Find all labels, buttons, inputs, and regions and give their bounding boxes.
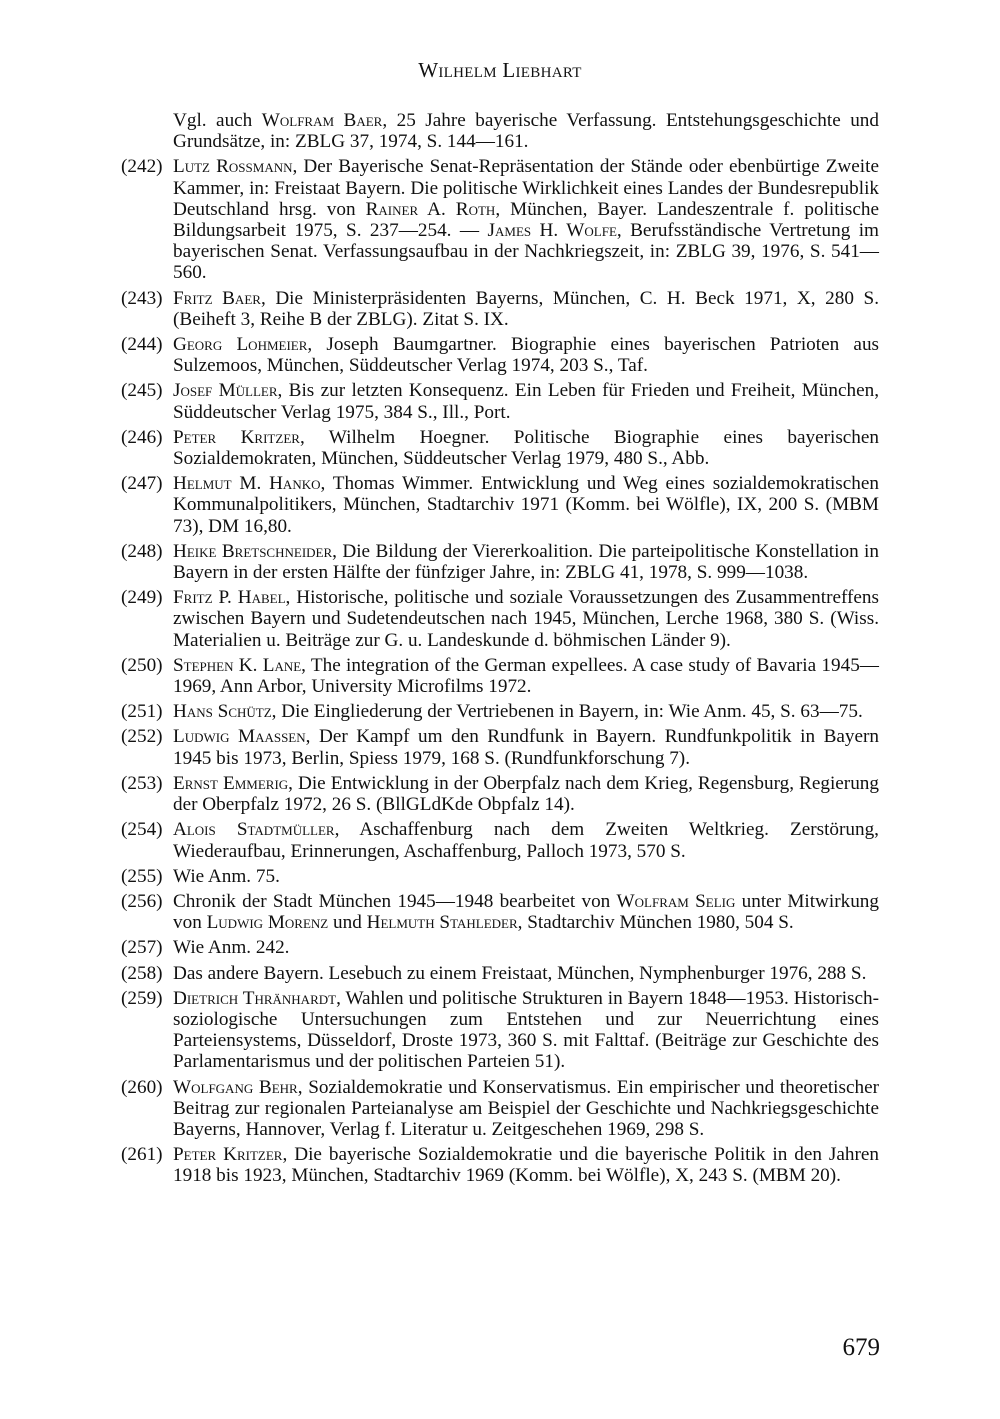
footnote-item — [121, 963, 879, 984]
footnote-number: (251) — [121, 701, 163, 723]
footnote-number: (258) — [121, 962, 163, 984]
footnote-text — [173, 1077, 879, 1140]
citation-text: , Die Eingliederung der Vertriebenen in Bayern, in: Wie Anm. 45, S. 63—75. — [271, 701, 863, 723]
author-name: Stephen K. Lane — [173, 654, 302, 676]
author-name: Wolfram Selig — [616, 890, 736, 912]
footnote-number: (246) — [121, 426, 163, 448]
footnote-item — [121, 334, 879, 376]
author-name: Lutz Rossmann — [173, 156, 293, 178]
footnote-number: (247) — [121, 473, 163, 495]
author-name: Dietrich Thränhardt — [173, 987, 337, 1009]
citation-text: , Der Kampf um den Rundfunk in Bayern. Rundfunkpolitik in Bayern 1945 bis 1973, Berlin, Spiess 1979, 168 S. (Rundfunkforschung 7). — [173, 726, 879, 769]
citation-text: Wie Anm. 75. — [173, 865, 280, 887]
footnote-item — [121, 427, 879, 469]
footnote-text — [173, 937, 289, 958]
footnote-text — [173, 819, 879, 861]
footnote-item — [121, 866, 879, 887]
footnote-item — [121, 541, 879, 583]
author-name: Fritz Baer — [173, 287, 261, 309]
citation-text: , Die bayerische Sozialdemokratie und die bayerische Politik in den Jahren 1918 bis 1923, München, Stadtarchiv 1969 (Komm. bei Wölfle), X, 243 S. (MBM 20). — [173, 1144, 880, 1187]
footnote-item — [121, 1144, 879, 1186]
footnote-number: (243) — [121, 287, 163, 309]
citation-text: , The integration of the German expellees. A case study of Bavaria 1945—1969, Ann Arbor, University Microfilms 1972. — [173, 654, 879, 698]
citation-text: , Sozialdemokratie und Konservatismus. Ein empirischer und theoretischer Beitrag zur regionalen Parteianalyse am Beispiel der Geschichte und Nachkriegsgeschichte Bayerns, Hannover, Verlag f. Literatur u. Zeitgeschehen 1969, 298 S. — [173, 1076, 879, 1140]
citation-text: unter Mitwirkung von — [173, 890, 879, 934]
footnote-item — [121, 288, 879, 330]
footnote-item — [121, 937, 879, 958]
citation-text: und — [328, 912, 367, 934]
citation-text: , Thomas Wimmer. Entwicklung und Weg eines sozialdemokratischen Kommunalpolitikers, München, Stadtarchiv 1971 (Komm. bei Wölfle), IX, 200 S. (MBM 73), DM 16,80. — [173, 473, 879, 537]
footnote-text — [173, 701, 863, 722]
author-name: Rainer A. Roth — [365, 198, 496, 220]
citation-text: , Aschaffenburg nach dem Zweiten Weltkrieg. Zerstörung, Wiederaufbau, Erinnerungen, Aschaffenburg, Palloch 1973, 570 S. — [173, 819, 879, 862]
author-name: Hans Schütz — [173, 701, 272, 723]
citation-text: Das andere Bayern. Lesebuch zu einem Freistaat, München, Nymphenburger 1976, 288 S. — [173, 962, 867, 984]
footnote-number: (252) — [121, 726, 163, 748]
citation-text: Vgl. auch — [173, 110, 262, 131]
author-name: Wolfgang Behr — [173, 1076, 298, 1098]
footnote-number: (244) — [121, 334, 163, 356]
author-name: Peter Kritzer — [173, 1144, 283, 1166]
footnote-item — [121, 473, 879, 537]
footnotes-list — [121, 110, 879, 1191]
author-name: Ludwig Maassen — [173, 726, 306, 748]
footnote-item — [121, 110, 879, 152]
footnote-number: (250) — [121, 654, 163, 676]
footnote-text — [173, 655, 879, 697]
author-name: Helmut M. Hanko — [173, 473, 321, 495]
author-name: Josef Müller — [173, 380, 278, 402]
footnote-text — [173, 866, 280, 887]
footnote-number: (256) — [121, 890, 163, 912]
footnote-item — [121, 891, 879, 933]
author-name: Peter Kritzer — [173, 426, 300, 448]
author-name: Ernst Emmerig — [173, 772, 289, 794]
footnote-text — [173, 334, 879, 376]
footnote-item — [121, 1077, 879, 1141]
footnote-number: (260) — [121, 1076, 163, 1098]
citation-text: , Historische, politische und soziale Voraussetzungen des Zusammentreffens zwischen Bayern und Sudetendeutschen nach 1945, München, Lerche 1968, 380 S. (Wiss. Materialien u. Beiträge zur G. u. Landeskunde d. böhmischen Länder 9). — [173, 587, 879, 651]
footnote-item — [121, 655, 879, 697]
author-name: Alois Stadtmüller — [173, 819, 335, 841]
footnote-number: (249) — [121, 587, 163, 609]
footnote-text — [173, 773, 879, 815]
author-name: Wolfram Baer — [261, 110, 383, 131]
footnote-item — [121, 988, 879, 1073]
footnote-number: (248) — [121, 540, 163, 562]
footnote-number: (259) — [121, 987, 163, 1009]
footnote-text — [173, 288, 879, 330]
footnote-text — [173, 380, 879, 422]
footnote-text — [173, 110, 879, 152]
footnote-text — [173, 988, 879, 1073]
citation-text: , Joseph Baumgartner. Biographie eines bayerischen Patrioten aus Sulzemoos, München, Süddeutscher Verlag 1974, 203 S., Taf. — [173, 334, 879, 377]
footnote-text — [173, 541, 879, 583]
footnote-item — [121, 156, 879, 283]
footnote-text — [173, 963, 866, 984]
footnote-text — [173, 726, 879, 768]
footnote-item — [121, 380, 879, 422]
footnote-number: (245) — [121, 380, 163, 402]
footnote-text — [173, 587, 879, 650]
author-name: James H. Wolfe — [487, 220, 617, 242]
footnote-number: (254) — [121, 819, 163, 841]
citation-text: , Die Entwicklung in der Oberpfalz nach dem Krieg, Regensburg, Regierung der Oberpfalz 1972, 26 S. (BllGLdKde Obpfalz 14). — [173, 772, 879, 816]
footnote-number: (257) — [121, 937, 163, 959]
footnote-item — [121, 773, 879, 815]
citation-text: , 25 Jahre bayerische Verfassung. Entstehungsgeschichte und Grundsätze, in: ZBLG 37, 1974, S. 144—161. — [173, 110, 879, 153]
footnote-text — [173, 891, 879, 933]
author-name: Heike Bretschneider — [173, 540, 333, 562]
footnote-item — [121, 701, 879, 722]
footnote-item — [121, 726, 879, 768]
page-number: 679 — [842, 1334, 880, 1361]
footnote-text — [173, 473, 879, 536]
author-name: Helmuth Stahleder — [366, 912, 518, 934]
citation-text: , Bis zur letzten Konsequenz. Ein Leben für Frieden und Freiheit, München, Süddeutscher Verlag 1975, 384 S., Ill., Port. — [173, 380, 880, 423]
running-header: Wilhelm Liebhart — [418, 58, 582, 82]
citation-text: , Der Bayerische Senat-Repräsentation der Stände oder ebenbürtige Zweite Kammer, in: Freistaat Bayern. Die politische Wirklichkeit eines Landes der Bundesrepublik Deutschland hrsg. von — [173, 156, 879, 220]
footnote-number: (261) — [121, 1144, 163, 1166]
citation-text: , Stadtarchiv München 1980, 504 S. — [517, 912, 794, 934]
footnote-number: (253) — [121, 772, 163, 794]
footnote-text — [173, 1144, 879, 1186]
footnote-item — [121, 587, 879, 651]
citation-text: Chronik der Stadt München 1945—1948 bearbeitet von — [173, 890, 617, 912]
footnote-text — [173, 156, 879, 283]
footnote-item — [121, 819, 879, 861]
author-name: Ludwig Morenz — [206, 912, 329, 934]
author-name: Georg Lohmeier — [173, 334, 308, 356]
citation-text: Wie Anm. 242. — [173, 937, 290, 959]
citation-text: , München, Bayer. Landeszentrale f. politische Bildungsarbeit 1975, S. 237—254. — — [173, 198, 879, 242]
citation-text: , Wahlen und politische Strukturen in Bayern 1848—1953. Historisch-soziologische Untersuchungen zum Entstehen und zur Neuerrichtung eines Parteiensystems, Düsseldorf, Droste 1973, 360 S. mit Falttaf. (Beiträge zur Geschichte des Parlamentarismus und der politischen Parteien 51). — [173, 987, 879, 1073]
citation-text: , Berufsständische Vertretung im bayerischen Senat. Verfassungsaufbau in der Nachkriegszeit, in: ZBLG 39, 1976, S. 541—560. — [173, 220, 879, 284]
citation-text: , Die Bildung der Viererkoalition. Die parteipolitische Konstellation in Bayern in der ersten Hälfte der fünfziger Jahre, in: ZBLG 41, 1978, S. 999—1038. — [173, 540, 879, 584]
footnote-text — [173, 427, 879, 469]
footnote-number: (242) — [121, 156, 163, 178]
author-name: Fritz P. Habel — [173, 587, 286, 609]
footnote-number: (255) — [121, 865, 163, 887]
citation-text: , Die Ministerpräsidenten Bayerns, München, C. H. Beck 1971, X, 280 S. (Beiheft 3, Reihe B der ZBLG). Zitat S. IX. — [173, 287, 879, 330]
citation-text: , Wilhelm Hoegner. Politische Biographie eines bayerischen Sozialdemokraten, München, Süddeutscher Verlag 1979, 480 S., Abb. — [173, 426, 880, 470]
